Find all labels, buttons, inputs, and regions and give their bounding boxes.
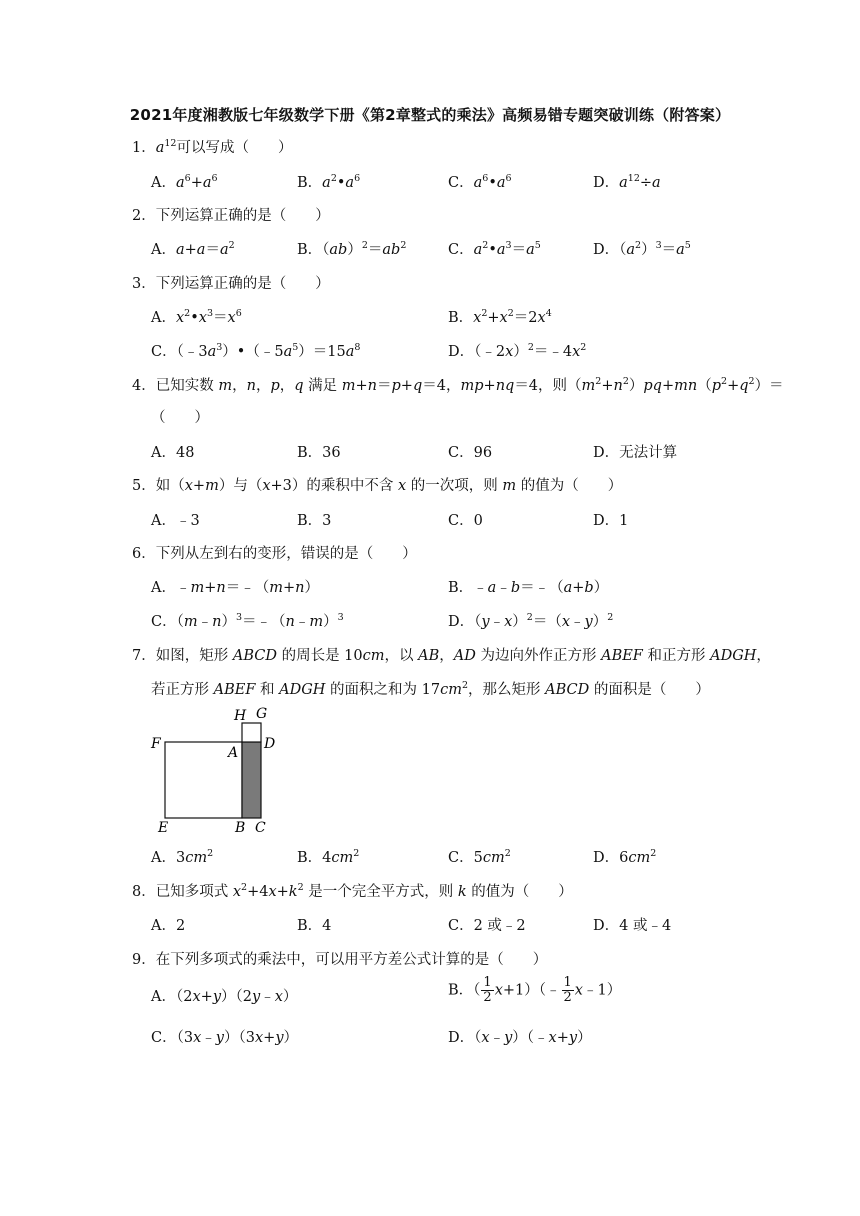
q6-option-b: B．﹣a﹣b＝﹣（a+b）	[448, 580, 609, 596]
q1-option-c: C．$a^6•a^6$	[448, 173, 512, 191]
square-adgh	[242, 723, 261, 742]
q8-option-d: D．4 或﹣4	[593, 918, 672, 934]
q9-option-b: B．（ $\frac{1}{2}$ x+1）（﹣ $\frac{1}{2}$ x﹣1）	[448, 975, 622, 1005]
q8-option-b: B．4	[297, 918, 332, 934]
label-g: G	[256, 706, 268, 722]
q5-option-d: D．1	[593, 513, 629, 529]
q6-option-c: C．（m﹣n）$^3$＝﹣（n﹣m）$^3$	[151, 612, 344, 630]
question-3: 3．下列运算正确的是（ ）	[132, 276, 330, 292]
label-c: C	[255, 820, 266, 836]
q2-option-d: D．$(a^2)^3=a^5$	[593, 240, 691, 258]
question-7-continued: 若正方形 ABEF 和 ADGH 的面积之和为 $17cm^2$，那么矩形 ABCD 的面积是（ ）	[151, 680, 710, 698]
q5-option-a: A．﹣3	[151, 513, 200, 529]
question-9: 9．在下列多项式的乘法中，可以用平方差公式计算的是（ ）	[132, 952, 548, 968]
q7-option-b: B．$4cm^2$	[297, 848, 360, 866]
label-f: F	[151, 736, 161, 752]
q9-option-a: A．（2x+y）（2y﹣x）	[151, 989, 298, 1005]
question-8: 8．已知多项式 $x^2+4x+k^2$ 是一个完全平方式，则 k 的值为（ ）	[132, 882, 573, 900]
label-a: A	[228, 745, 239, 761]
label-e: E	[158, 820, 169, 836]
rectangle-abcd-shaded	[242, 742, 261, 818]
q1-option-b: B．$a^2•a^6$	[297, 173, 361, 191]
label-b: B	[235, 820, 246, 836]
q9-option-c: C．（3x﹣y）（3x+y）	[151, 1030, 299, 1046]
q3-option-a: A．$x^2•x^3=x^6$	[151, 308, 242, 326]
question-1: 1．$a^{12}$可以写成（ ）	[132, 138, 293, 156]
q4-option-c: C．96	[448, 445, 493, 461]
fraction-half: $\frac{1}{2}$	[563, 975, 572, 1005]
document-title: 2021年度湘教版七年级数学下册《第2章整式的乘法》高频易错专题突破训练（附答案）	[129, 106, 731, 124]
q5-option-c: C．0	[448, 513, 483, 529]
q7-option-c: C．$5cm^2$	[448, 848, 511, 866]
question-4: 4．已知实数 m，n，p，q 满足 m+n＝p+q＝4，mp+nq＝4，则$(m^2+n^2)pq+mn(p^2+q^2)=$	[132, 376, 784, 394]
question-2: 2．下列运算正确的是（ ）	[132, 208, 330, 224]
q1-option-a: A．$a^6+a^6$	[151, 173, 218, 191]
q3-option-d: D．$(﹣2x)^2=﹣4x^2$	[448, 342, 587, 360]
question-7: 7．如图，矩形 ABCD 的周长是 10cm，以 AB，AD 为边向外作正方形 ABEF 和正方形 ADGH，	[132, 648, 771, 664]
rectangle-squares-figure	[148, 702, 288, 838]
q4-option-a: A．48	[151, 445, 195, 461]
q1-option-d: D．$a^{12}\div a$	[593, 173, 661, 191]
q2-option-b: B．$(ab)^2=ab^2$	[297, 240, 407, 258]
q7-option-d: D．$6cm^2$	[593, 848, 657, 866]
q2-option-c: C．$a^2•a^3=a^5$	[448, 240, 541, 258]
q5-option-b: B．3	[297, 513, 332, 529]
q4-option-b: B．36	[297, 445, 341, 461]
q8-option-c: C．2 或﹣2	[448, 918, 526, 934]
q3-option-b: B．$x^2+x^2=2x^4$	[448, 308, 552, 326]
q9-option-d: D．（x﹣y）（﹣x+y）	[448, 1030, 592, 1046]
q6-option-a: A．﹣m+n＝﹣（m+n）	[151, 580, 319, 596]
q4-option-d: D．无法计算	[593, 445, 678, 461]
q8-option-a: A．2	[151, 918, 186, 934]
q6-option-d: D．（y﹣x）$^2$＝（x﹣y）$^2$	[448, 612, 614, 630]
q2-option-a: A．$a+a=a^2$	[151, 240, 235, 258]
question-4-continued: （ ）	[151, 410, 209, 426]
q3-option-c: C．$(﹣3a^3)•(﹣5a^5)=15a^8$	[151, 342, 361, 360]
label-d: D	[264, 736, 276, 752]
question-6: 6．下列从左到右的变形，错误的是（ ）	[132, 546, 417, 562]
q7-option-a: A．$3cm^2$	[151, 848, 214, 866]
fraction-half: $\frac{1}{2}$	[483, 975, 492, 1005]
question-5: 5．如（x+m）与（x+3）的乘积中不含 x 的一次项，则 m 的值为（ ）	[132, 478, 623, 494]
label-h: H	[234, 708, 247, 724]
